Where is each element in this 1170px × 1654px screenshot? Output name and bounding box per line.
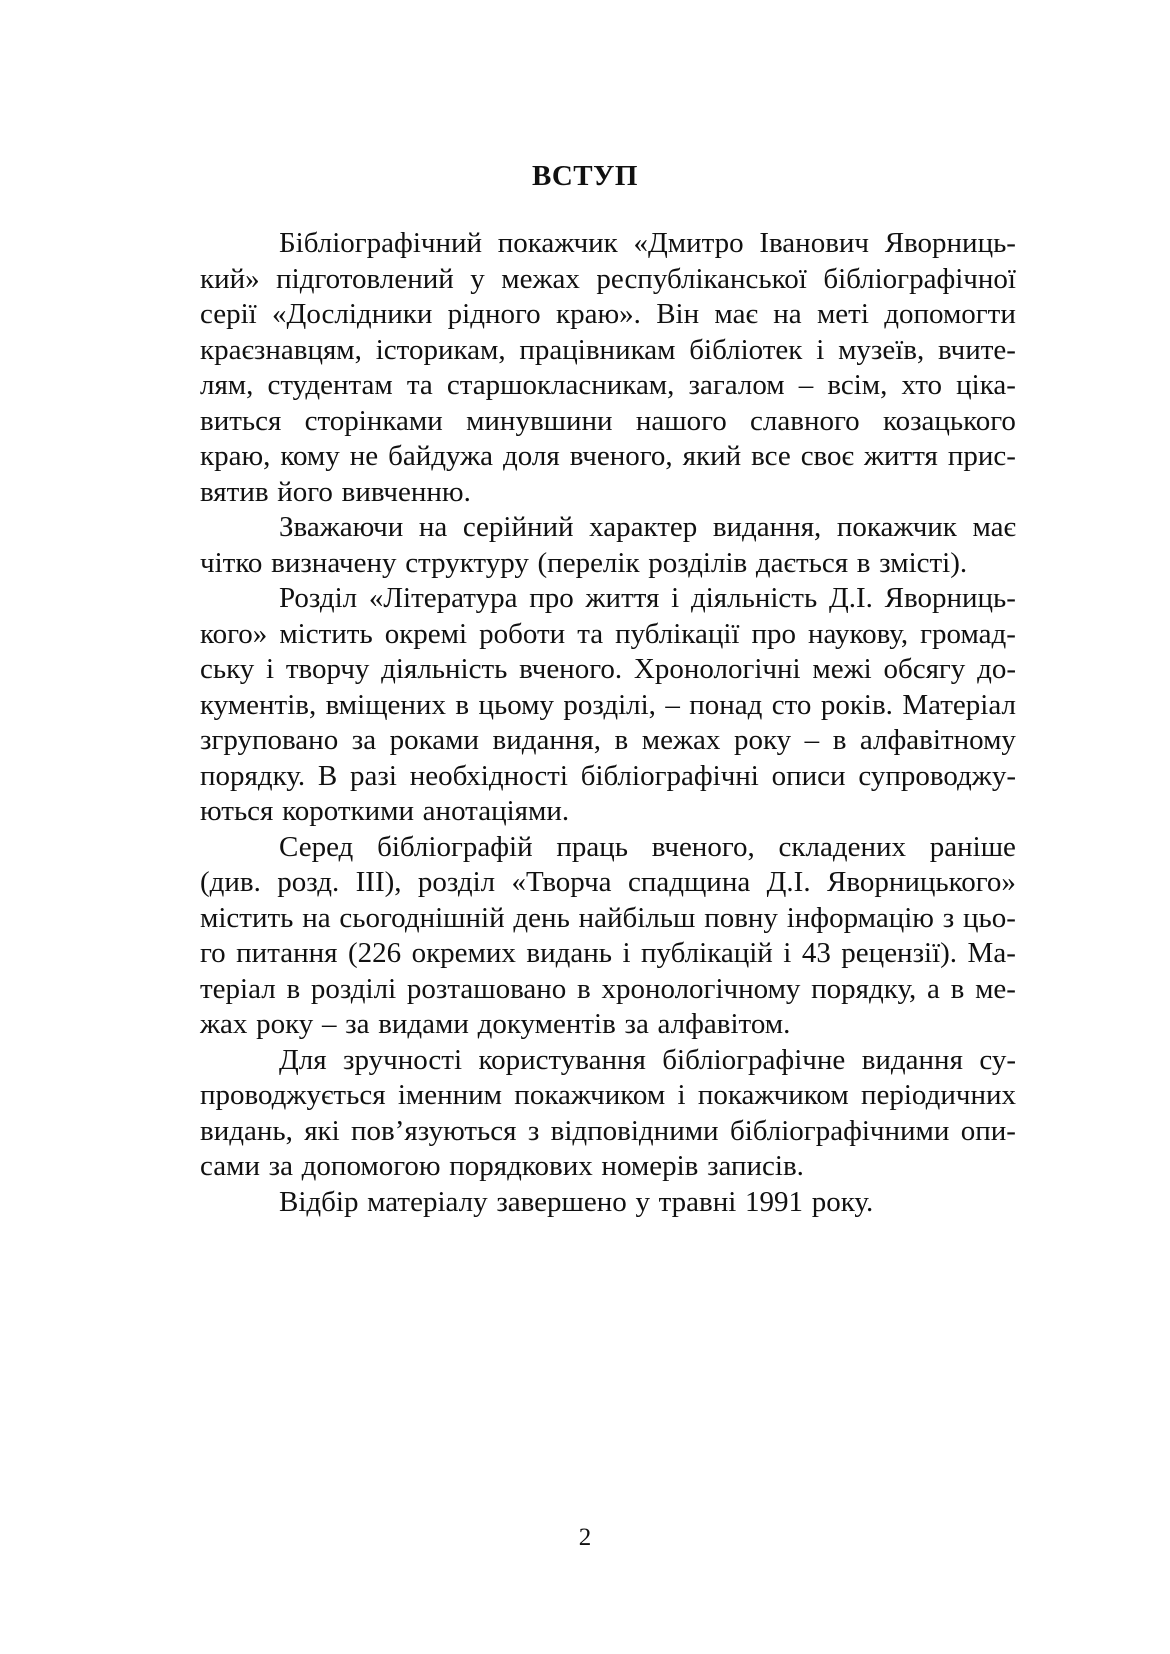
word: краю». [555, 298, 641, 330]
word: меті [816, 298, 869, 330]
word: (перелік [537, 546, 640, 579]
text-line [200, 439, 1016, 475]
word: життя [585, 582, 660, 614]
word: вятив [200, 475, 269, 508]
word: підготовлений [276, 262, 454, 295]
word: не [349, 440, 379, 472]
word: року [733, 724, 792, 756]
word: на [418, 511, 448, 543]
word: байдужа [388, 440, 494, 472]
word: ІІІ), [355, 866, 402, 898]
word: разі [350, 759, 397, 792]
word: Яворницького» [826, 866, 1016, 898]
word: Д.І. [828, 582, 873, 614]
word: покажчик [836, 511, 957, 543]
text-line [200, 333, 1016, 369]
word: діяльність [690, 582, 818, 614]
word: сто [771, 688, 812, 721]
word: «Дослідники [272, 298, 433, 330]
word: порядкових [449, 1150, 593, 1182]
word: складених [778, 830, 907, 863]
word: вченого. [519, 653, 623, 685]
text-line [200, 581, 1016, 617]
text-line [200, 404, 1016, 440]
word: номерів [601, 1150, 699, 1182]
word: алфавітом. [657, 1008, 791, 1040]
word: Яворниць- [884, 227, 1016, 259]
word: все [751, 440, 791, 472]
word: вченого, [651, 830, 755, 863]
word: має [972, 511, 1016, 543]
word: супроводжу- [858, 759, 1016, 792]
word: містить [200, 901, 294, 934]
word: в [950, 972, 965, 1005]
word: жах [200, 1008, 248, 1040]
word: доля [503, 440, 560, 472]
word: розділі [310, 972, 397, 1005]
text-line [200, 368, 1016, 404]
word: старшокласникам, [446, 369, 675, 401]
word: бібліотек [689, 333, 803, 366]
word: 1991 [745, 1185, 804, 1218]
text-line [200, 226, 1016, 262]
word: славного [750, 404, 860, 437]
word: травні [658, 1185, 737, 1218]
word: рідного [447, 298, 541, 330]
word: розд. [277, 866, 340, 898]
word: за [624, 1008, 649, 1040]
word: вміщених [325, 688, 446, 721]
word: цьо- [963, 901, 1016, 934]
word: праць [556, 830, 628, 863]
text-line [200, 1149, 1016, 1185]
word: описи [771, 759, 846, 792]
text-line [200, 794, 1016, 830]
word: теріал [200, 972, 276, 1005]
word: серії [200, 298, 257, 330]
word: і [266, 653, 275, 685]
word: бібліографічними [729, 1114, 950, 1147]
word: сторінками [304, 404, 443, 437]
word: відповідними [550, 1114, 719, 1147]
word: завершено [496, 1185, 627, 1218]
word: змісті). [879, 546, 968, 579]
word: Відбір [279, 1185, 359, 1218]
word: розділ [417, 866, 496, 898]
word: музеїв, [838, 333, 925, 366]
word: допомогти [884, 298, 1016, 330]
word: ську [200, 653, 255, 685]
word: лям, [200, 369, 254, 401]
word: межах [641, 724, 721, 756]
word: раніше [929, 830, 1016, 863]
word: який [682, 440, 742, 472]
word: чітко [200, 546, 263, 579]
word: в [856, 546, 871, 579]
word: і [677, 1079, 686, 1111]
word: року [256, 1008, 314, 1040]
word: періодичних [860, 1079, 1016, 1111]
word: покажчиком [514, 1079, 666, 1111]
word: і [816, 333, 825, 366]
word: інформацію [786, 901, 934, 934]
word: за [268, 1150, 293, 1182]
word: структуру [405, 546, 529, 579]
text-line [200, 297, 1016, 333]
word: публікації [615, 617, 740, 650]
word: про [751, 617, 797, 650]
word: вченого, [569, 440, 673, 472]
word: допомогою [301, 1150, 441, 1182]
word: – [665, 688, 680, 721]
word: найбільш [578, 901, 696, 934]
word: наукову, [808, 617, 909, 650]
word: в [577, 972, 591, 1005]
word: В [317, 759, 338, 792]
word: порядку. [200, 759, 306, 792]
word: покажчиком [697, 1079, 849, 1111]
word: записів. [707, 1150, 804, 1182]
word: років. [820, 688, 893, 721]
word: загалом [688, 369, 785, 401]
text-line [200, 1185, 1016, 1221]
word: нашого [635, 404, 727, 437]
word: цьому [478, 688, 554, 721]
word: працівникам [519, 333, 676, 366]
word: визначену [271, 546, 397, 579]
word: характер [589, 511, 698, 543]
word: кий» [200, 262, 260, 295]
word: до- [977, 653, 1016, 685]
word: роботи [479, 617, 566, 650]
text-line [200, 1114, 1016, 1150]
word: питання [236, 937, 338, 969]
word: публікацій [641, 937, 773, 969]
word: видами [378, 1008, 469, 1040]
word: (226 [347, 937, 402, 969]
text-line [200, 759, 1016, 795]
word: ме- [975, 972, 1016, 1005]
word: анотаціями. [422, 795, 570, 827]
word: про [529, 582, 574, 614]
word: Зважаючи [279, 511, 404, 543]
word: короткими [282, 795, 414, 827]
page-title: ВСТУП [532, 160, 638, 192]
word: зручності [343, 1043, 463, 1076]
word: матеріалу [367, 1185, 488, 1218]
paragraph [200, 830, 1016, 1043]
text-line [200, 723, 1016, 759]
word: обсягу [883, 653, 966, 685]
word: творчу [285, 653, 370, 685]
word: ються [200, 795, 274, 827]
word: алфавітному [859, 724, 1016, 756]
word: у [470, 262, 485, 295]
paragraph [200, 226, 1016, 510]
word: краю, [200, 440, 271, 472]
word: су- [979, 1043, 1016, 1076]
word: громад- [920, 617, 1016, 650]
word: бібліографічні [580, 759, 759, 792]
word: вчите- [938, 333, 1016, 366]
word: Матеріал [902, 688, 1016, 721]
word: рецензії). [841, 937, 958, 969]
word: Бібліографічний [279, 227, 483, 259]
word: містить [279, 617, 373, 650]
word: – [798, 369, 814, 401]
word: Яворниць- [884, 582, 1016, 614]
word: в [614, 724, 629, 756]
text-line [200, 652, 1016, 688]
word: життя [863, 440, 938, 472]
word: – [804, 724, 820, 756]
word: «Творча [511, 866, 612, 898]
paragraph [200, 581, 1016, 830]
word: повну [704, 901, 778, 934]
word: роками [389, 724, 479, 756]
word: бібліографій [377, 830, 533, 863]
text-line [200, 546, 1016, 582]
word: покажчик [497, 227, 618, 259]
word: історикам, [375, 333, 506, 366]
word: виться [200, 404, 282, 437]
word: студентам [267, 369, 393, 401]
word: окремі [384, 617, 468, 650]
word: розділів [648, 546, 748, 579]
text-line [200, 262, 1016, 298]
word: згруповано [200, 724, 339, 756]
word: ціка- [956, 369, 1016, 401]
word: серійний [462, 511, 574, 543]
text-line [200, 865, 1016, 901]
word: документів [477, 1008, 616, 1040]
word: прис- [947, 440, 1016, 472]
word: Хронологічні [633, 653, 801, 685]
word: з [527, 1114, 540, 1147]
word: за [345, 1008, 370, 1040]
word: в [832, 724, 847, 756]
word: 43 [801, 937, 831, 969]
word: бібліографічної [823, 262, 1016, 295]
word: року. [811, 1185, 874, 1218]
word: кого» [200, 617, 268, 650]
word: видання, [712, 511, 822, 543]
word: які [304, 1114, 340, 1147]
word: і [622, 937, 631, 969]
word: бібліографічне [662, 1043, 846, 1076]
word: Д.І. [766, 866, 811, 898]
word: козацького [882, 404, 1016, 437]
word: іменним [397, 1079, 503, 1111]
word: на [773, 298, 802, 330]
word: Іванович [759, 227, 869, 259]
word: вивченню. [341, 475, 471, 508]
word: Розділ [279, 582, 358, 614]
text-line [200, 1043, 1016, 1079]
word: розташовано [406, 972, 567, 1005]
word: Серед [279, 830, 354, 863]
word: видання [861, 1043, 963, 1076]
text-line [200, 617, 1016, 653]
word: республіканської [596, 262, 807, 295]
word: сами [200, 1150, 260, 1182]
word: краєзнавцям, [200, 333, 362, 366]
word: на [302, 901, 331, 934]
word: хронологічному [601, 972, 801, 1005]
text-line [200, 936, 1016, 972]
text-line [200, 830, 1016, 866]
word: понад [689, 688, 763, 721]
word: та [406, 369, 433, 401]
word: всім, [827, 369, 888, 401]
word: розділі, [563, 688, 656, 721]
page-number: 2 [578, 1524, 592, 1551]
word: «Література [368, 582, 518, 614]
word: проводжується [200, 1079, 386, 1111]
word: кому [280, 440, 340, 472]
text-line [200, 901, 1016, 937]
word: необхідності [409, 759, 568, 792]
word: в [286, 972, 301, 1005]
word: день [513, 901, 570, 934]
text-line [200, 972, 1016, 1008]
word: порядку, [811, 972, 917, 1005]
word: діяльність [381, 653, 508, 685]
text-line [200, 688, 1016, 724]
word: видань [526, 937, 612, 969]
paragraph [200, 1043, 1016, 1185]
word: Ма- [967, 937, 1016, 969]
word: дається [755, 546, 849, 579]
text-line [200, 475, 1016, 511]
word: – [321, 1008, 337, 1040]
word: і [783, 937, 792, 969]
word: а [927, 972, 940, 1005]
word: своє [800, 440, 855, 472]
word: за [351, 724, 377, 756]
word: минувшини [466, 404, 613, 437]
word: його [277, 475, 333, 508]
word: (див. [200, 866, 261, 898]
word: го [200, 937, 226, 969]
text-line [200, 1078, 1016, 1114]
word: видань, [200, 1114, 293, 1147]
word: спадщина [627, 866, 751, 898]
word: Він [656, 298, 700, 330]
word: видання, [492, 724, 601, 756]
word: окремих [411, 937, 516, 969]
word: в [455, 688, 470, 721]
word: та [577, 617, 604, 650]
word: кументів, [200, 688, 317, 721]
word: межі [812, 653, 872, 685]
paragraph [200, 510, 1016, 581]
word: має [714, 298, 758, 330]
paragraph [200, 1185, 1016, 1221]
word: сьогоднішній [339, 901, 505, 934]
word: у [635, 1185, 650, 1218]
word: пов’язуються [351, 1114, 517, 1147]
word: Для [279, 1043, 327, 1076]
word: з [942, 901, 955, 934]
text-line [200, 510, 1016, 546]
word: хто [901, 369, 943, 401]
word: і [671, 582, 680, 614]
text-line [200, 1007, 1016, 1043]
word: «Дмитро [633, 227, 744, 259]
word: користування [478, 1043, 646, 1076]
word: опи- [960, 1114, 1016, 1147]
body-text [200, 226, 1016, 1220]
word: межах [501, 262, 580, 295]
